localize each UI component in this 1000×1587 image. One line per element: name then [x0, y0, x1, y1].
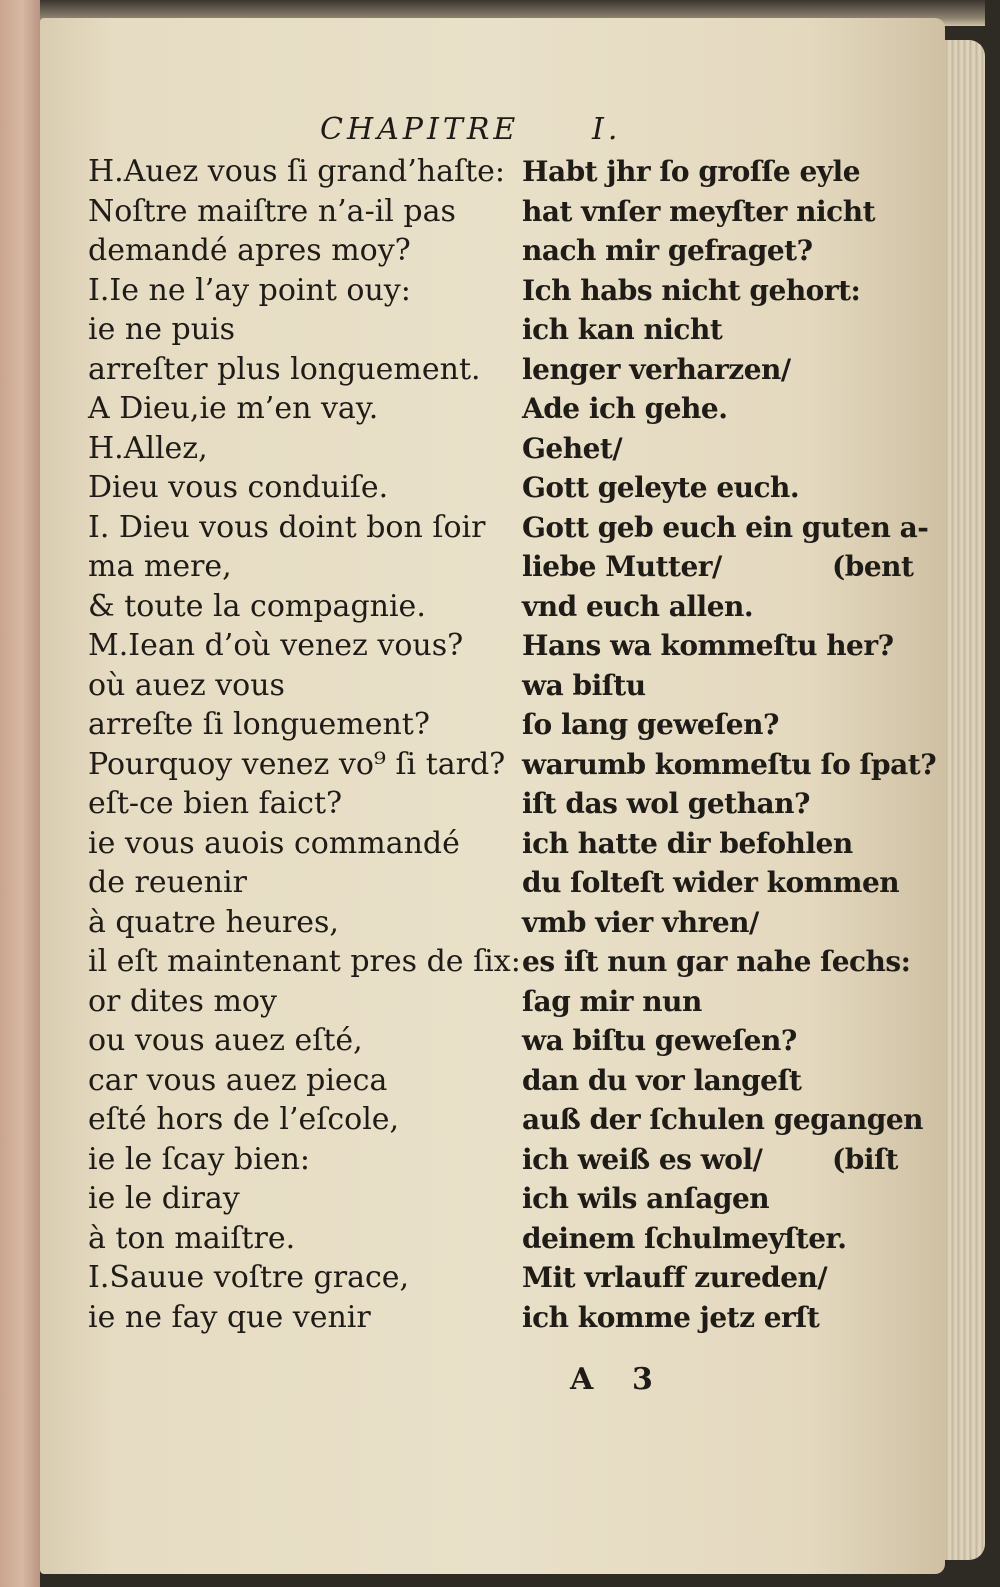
german-line-text: es iſt nun gar nahe ſechs: — [522, 945, 911, 978]
french-line: ou vous auez eſté, — [88, 1023, 363, 1058]
german-line — [522, 1100, 922, 1140]
german-line-text: deinem ſchulmeyſter. — [522, 1221, 847, 1255]
german-line — [522, 824, 922, 864]
german-line — [522, 1179, 922, 1219]
french-line: à ton maiſtre. — [88, 1220, 296, 1256]
german-line-text: ich wils anſagen — [522, 1182, 770, 1215]
german-line — [522, 745, 937, 785]
german-line — [522, 1258, 922, 1298]
german-line — [522, 863, 922, 903]
german-line — [522, 626, 922, 666]
french-line: eſté hors de l’eſcole, — [88, 1102, 400, 1137]
german-line — [522, 547, 922, 587]
french-line: ie ne fay que venir — [88, 1299, 371, 1335]
german-line — [522, 192, 922, 232]
french-line: I.Ie ne l’ay point ouy: — [88, 272, 411, 308]
french-line: il eſt maintenant pres de ſix: — [88, 944, 521, 979]
german-line — [522, 310, 922, 350]
german-line — [522, 350, 922, 390]
german-line-text: Gott geb euch ein guten a- — [522, 510, 929, 544]
german-line-text: ſag mir nun — [522, 984, 702, 1018]
german-line — [522, 231, 922, 271]
german-line-text: iſt das wol gethan? — [522, 787, 810, 820]
french-line: Dieu vous conduiſe. — [88, 470, 389, 505]
german-line — [522, 389, 922, 429]
french-line: ie le diray — [88, 1181, 240, 1216]
german-column — [522, 152, 937, 1337]
german-line — [522, 508, 929, 548]
german-line — [522, 1219, 922, 1259]
signature-letter: A — [570, 1362, 594, 1397]
french-line: de reuenir — [88, 865, 247, 900]
book-spine-left — [0, 0, 40, 1587]
french-line: Pourquoy venez vo⁹ ſi tard? — [88, 746, 506, 782]
german-line-text: ſo lang geweſen? — [522, 708, 779, 741]
german-line-text: Ade ich gehe. — [522, 392, 728, 425]
french-line: or dites moy — [88, 983, 277, 1019]
german-line-text: ich komme jetz erſt — [522, 1300, 820, 1334]
french-line: H.Auez vous ſi grand’haſte: — [88, 154, 505, 189]
german-line-text: Gehet/ — [522, 431, 623, 465]
french-line: A Dieu,ie m’en vay. — [88, 391, 379, 426]
french-line: M.Iean d’où venez vous? — [88, 628, 464, 663]
german-line — [522, 1298, 922, 1338]
german-line-text: Hans wa kommeſtu her? — [522, 629, 894, 662]
french-line: car vous auez pieca — [88, 1062, 388, 1098]
german-line-text: ich hatte dir befohlen — [522, 826, 853, 860]
german-line — [522, 152, 922, 192]
french-line: Noſtre maiſtre n’a-il pas — [88, 193, 456, 229]
german-line-text: du ſolteſt wider kommen — [522, 866, 900, 899]
french-line: demandé apres moy? — [88, 233, 411, 268]
german-line-text: Gott geleyte euch. — [522, 471, 800, 504]
german-line-text: lenger verharzen/ — [522, 352, 791, 386]
french-line: I. Dieu vous doint bon ſoir — [88, 509, 486, 545]
german-line — [522, 903, 922, 943]
french-column — [88, 152, 521, 1337]
french-line: à quatre heures, — [88, 904, 339, 940]
german-line — [522, 1061, 922, 1101]
french-line: ie vous auois commandé — [88, 825, 460, 861]
german-line-text: auß der ſchulen gegangen — [522, 1103, 923, 1136]
german-line-text: Ich habs nicht gehort: — [522, 273, 861, 307]
german-line — [522, 1021, 922, 1061]
german-line — [522, 468, 922, 508]
french-line: ie le ſcay bien: — [88, 1141, 311, 1177]
german-runover: (biſt — [832, 1142, 898, 1176]
french-line: ma mere, — [88, 549, 232, 584]
chapter-heading-label: CHAPITRE — [320, 112, 520, 147]
signature-number: 3 — [632, 1362, 653, 1397]
french-line: où auez vous — [88, 667, 285, 703]
french-line: ie ne puis — [88, 312, 236, 347]
german-line-text: vmb vier vhren/ — [522, 905, 759, 939]
german-line — [522, 784, 922, 824]
german-line-text: ich kan nicht — [522, 313, 723, 346]
french-line: & toute la compagnie. — [88, 588, 426, 624]
german-line — [522, 982, 922, 1022]
german-line — [522, 1140, 922, 1180]
german-line-text: hat vnſer meyſter nicht — [522, 194, 876, 228]
chapter-number: I. — [592, 112, 622, 147]
german-line — [522, 942, 922, 982]
german-line — [522, 587, 922, 627]
german-runover: (bent — [832, 550, 914, 583]
chapter-heading — [320, 112, 650, 152]
french-line: I.Sauue voſtre grace, — [88, 1260, 410, 1295]
german-line — [522, 271, 922, 311]
german-line-text: vnd euch allen. — [522, 589, 754, 623]
german-line-text: wa biſtu geweſen? — [522, 1024, 797, 1057]
french-line: arreſte ſi longuement? — [88, 707, 430, 742]
german-line — [522, 666, 922, 706]
german-line-text: ich weiß es wol/ — [522, 1142, 763, 1176]
german-line — [522, 705, 922, 745]
german-line-text: nach mir gefraget? — [522, 234, 813, 267]
german-line-text: Habt jhr ſo groſſe eyle — [522, 155, 861, 188]
german-line-text: wa biſtu — [522, 668, 646, 702]
french-line: eſt-ce bien faict? — [88, 786, 343, 821]
german-line-text: dan du vor langeſt — [522, 1063, 802, 1097]
german-line-text: warumb kommeſtu ſo ſpat? — [522, 747, 937, 781]
signature-mark — [570, 1362, 690, 1402]
german-line-text: liebe Mutter/ — [522, 550, 722, 583]
french-line: H.Allez, — [88, 430, 208, 466]
german-line — [522, 429, 922, 469]
german-line-text: Mit vrlauff zureden/ — [522, 1261, 828, 1294]
french-line: arreſter plus longuement. — [88, 351, 481, 387]
